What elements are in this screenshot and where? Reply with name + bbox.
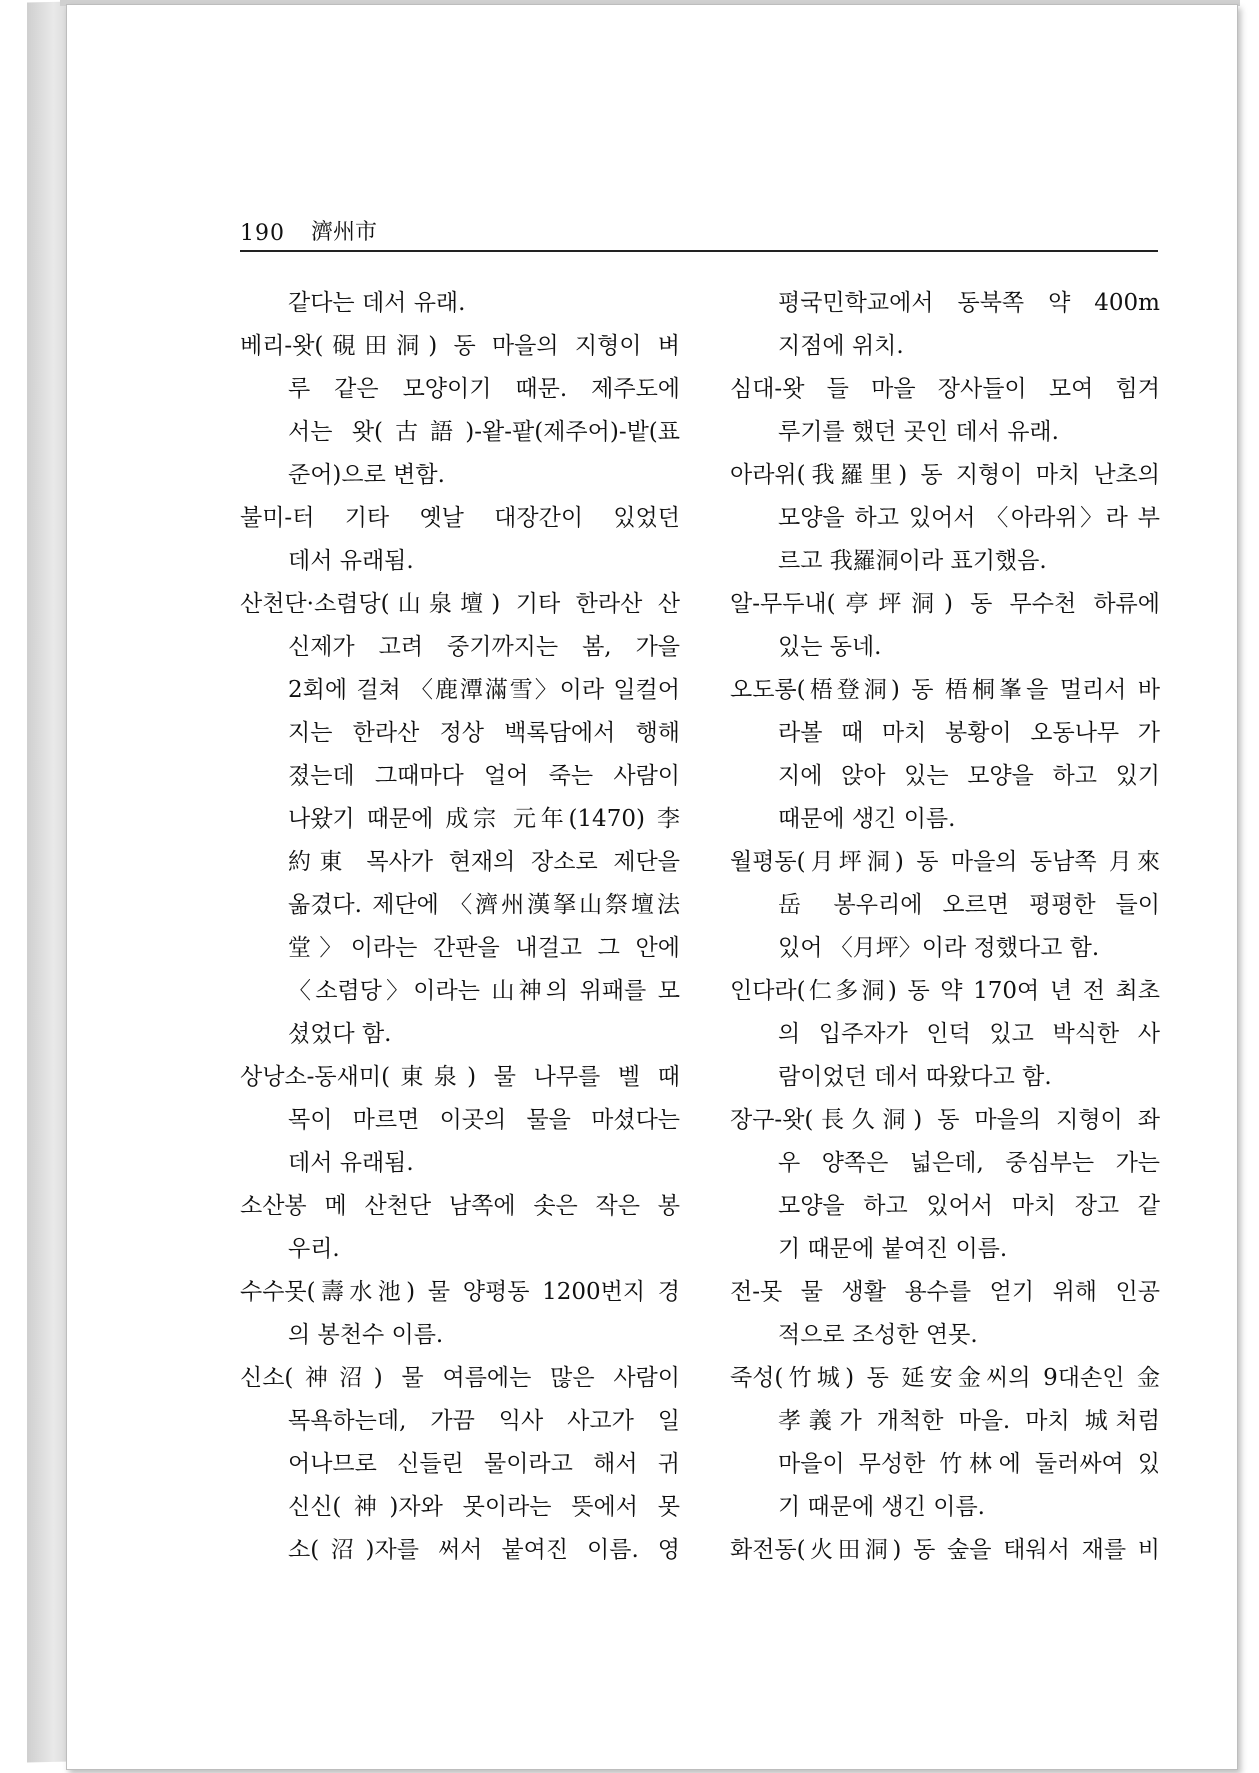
entry-line: 적으로 조성한 연못. — [778, 1322, 978, 1348]
dictionary-entry — [730, 1357, 1160, 1529]
dictionary-entry — [730, 1529, 1160, 1572]
dictionary-entry — [240, 1271, 680, 1357]
entry-line: 장구-왓(長久洞) 동 마을의 지형이 좌 — [730, 1107, 1160, 1133]
entry-line: 어나므로 신들린 물이라고 해서 귀 — [288, 1451, 680, 1477]
entry-line: 지에 앉아 있는 모양을 하고 있기 — [778, 763, 1160, 789]
entry-line: 모양을 하고 있어서 〈아라위〉라 부 — [778, 505, 1160, 531]
entry-line: 르고 我羅洞이라 표기했음. — [778, 548, 1047, 574]
entry-line: 岳 봉우리에 오르면 평평한 들이 — [778, 892, 1160, 918]
entry-line: 람이었던 데서 따왔다고 함. — [778, 1064, 1052, 1090]
page-number: 190 — [240, 221, 285, 246]
entry-line: 소(沼)자를 써서 붙여진 이름. 영 — [288, 1537, 680, 1563]
entry-line: 전-못 물 생활 용수를 얻기 위해 인공 — [730, 1279, 1160, 1305]
entry-line: 2회에 걸쳐 〈鹿潭滿雪〉이라 일컬어 — [288, 677, 680, 703]
dictionary-entry — [240, 1185, 680, 1271]
dictionary-entry — [240, 282, 680, 325]
dictionary-entry — [240, 1357, 680, 1572]
dictionary-entry — [240, 497, 680, 583]
entry-line: 서는 왓(古語)-왙-팥(제주어)-밭(표 — [288, 419, 680, 445]
entry-line: 모양을 하고 있어서 마치 장고 같 — [778, 1193, 1160, 1219]
entry-line: 나왔기 때문에 成宗 元年(1470) 李 — [288, 806, 680, 832]
entry-line: 셨었다 함. — [288, 1021, 392, 1047]
entry-line: 화전동(火田洞) 동 숲을 태워서 재를 비 — [730, 1537, 1160, 1563]
left-column — [240, 282, 680, 1572]
dictionary-entry — [240, 325, 680, 497]
entry-line: 목욕하는데, 가끔 익사 사고가 일 — [288, 1408, 680, 1434]
dictionary-entry — [730, 1099, 1160, 1271]
entry-line: 기 때문에 생긴 이름. — [778, 1494, 985, 1520]
entry-line: 데서 유래됨. — [288, 548, 414, 574]
entry-line: 수수못(壽水池) 물 양평동 1200번지 경 — [240, 1279, 680, 1305]
entry-line: 신제가 고려 중기까지는 봄, 가을 — [288, 634, 680, 660]
entry-line: 루기를 했던 곳인 데서 유래. — [778, 419, 1059, 445]
entry-line: 루 같은 모양이기 때문. 제주도에 — [288, 376, 680, 402]
dictionary-entry — [240, 1056, 680, 1185]
entry-line: 우 양쪽은 넓은데, 중심부는 가는 — [778, 1150, 1160, 1176]
entry-line: 때문에 생긴 이름. — [778, 806, 956, 832]
right-column — [730, 282, 1160, 1572]
entry-line: 있는 동네. — [778, 634, 882, 660]
entry-line: 라볼 때 마치 봉황이 오동나무 가 — [778, 720, 1160, 746]
entry-line: 마을이 무성한 竹林에 둘러싸여 있 — [778, 1451, 1160, 1477]
entry-line: 신신(神)자와 못이라는 뜻에서 못 — [288, 1494, 680, 1520]
dictionary-entry — [730, 970, 1160, 1099]
dictionary-entry — [730, 454, 1160, 583]
entry-line: 죽성(竹城) 동 延安金씨의 9대손인 金 — [730, 1365, 1160, 1391]
entry-line: 불미-터 기타 옛날 대장간이 있었던 — [240, 505, 680, 531]
entry-line: 데서 유래됨. — [288, 1150, 414, 1176]
dictionary-entry — [730, 841, 1160, 970]
entry-line: 지는 한라산 정상 백록담에서 행해 — [288, 720, 680, 746]
entry-line: 월평동(月坪洞) 동 마을의 동남쪽 月來 — [730, 849, 1160, 875]
entry-line: 〈소렴당〉이라는 山神의 위패를 모 — [288, 978, 680, 1004]
dictionary-entry — [240, 583, 680, 1056]
dictionary-entry — [730, 368, 1160, 454]
dictionary-entry — [730, 282, 1160, 368]
entry-line: 오도롱(梧登洞) 동 梧桐峯을 멀리서 바 — [730, 677, 1160, 703]
entry-line: 지점에 위치. — [778, 333, 904, 359]
entry-line: 평국민학교에서 동북쪽 약 400m — [778, 290, 1160, 316]
entry-line: 졌는데 그때마다 얼어 죽는 사람이 — [288, 763, 680, 789]
entry-line: 約東 목사가 현재의 장소로 제단을 — [288, 849, 680, 875]
dictionary-entry — [730, 583, 1160, 669]
entry-line: 산천단·소렴당(山泉壇) 기타 한라산 산 — [240, 591, 680, 617]
entry-line: 의 봉천수 이름. — [288, 1322, 444, 1348]
entry-line: 옮겼다. 제단에 〈濟州漢拏山祭壇法 — [288, 892, 680, 918]
page-title: 濟州市 — [311, 220, 378, 245]
entry-line: 있어 〈月坪〉이라 정했다고 함. — [778, 935, 1100, 961]
entry-line: 신소(神沼) 물 여름에는 많은 사람이 — [240, 1365, 680, 1391]
entry-line: 상낭소-동새미(東泉) 물 나무를 벨 때 — [240, 1064, 680, 1090]
entry-line: 孝義가 개척한 마을. 마치 城처럼 — [778, 1408, 1160, 1434]
book-spine-edge — [27, 2, 71, 1763]
entry-line: 같다는 데서 유래. — [288, 290, 466, 316]
entry-line: 의 입주자가 인덕 있고 박식한 사 — [778, 1021, 1160, 1047]
entry-line: 목이 마르면 이곳의 물을 마셨다는 — [288, 1107, 680, 1133]
dictionary-entry — [730, 1271, 1160, 1357]
entry-line: 준어)으로 변함. — [288, 462, 445, 488]
entry-line: 소산봉 메 산천단 남쪽에 솟은 작은 봉 — [240, 1193, 680, 1219]
dictionary-entry — [730, 669, 1160, 841]
page-header — [240, 212, 1158, 252]
entry-line: 기 때문에 붙여진 이름. — [778, 1236, 1008, 1262]
entry-line: 堂〉이라는 간판을 내걸고 그 안에 — [288, 935, 680, 961]
entry-line: 베리-왓(硯田洞) 동 마을의 지형이 벼 — [240, 333, 680, 359]
entry-line: 우리. — [288, 1236, 340, 1262]
entry-line: 아라위(我羅里) 동 지형이 마치 난초의 — [730, 462, 1160, 488]
entry-line: 알-무두내(亭坪洞) 동 무수천 하류에 — [730, 591, 1160, 617]
entry-line: 심대-왓 들 마을 장사들이 모여 힘겨 — [730, 376, 1160, 402]
entry-line: 인다라(仁多洞) 동 약 170여 년 전 최초 — [730, 978, 1160, 1004]
